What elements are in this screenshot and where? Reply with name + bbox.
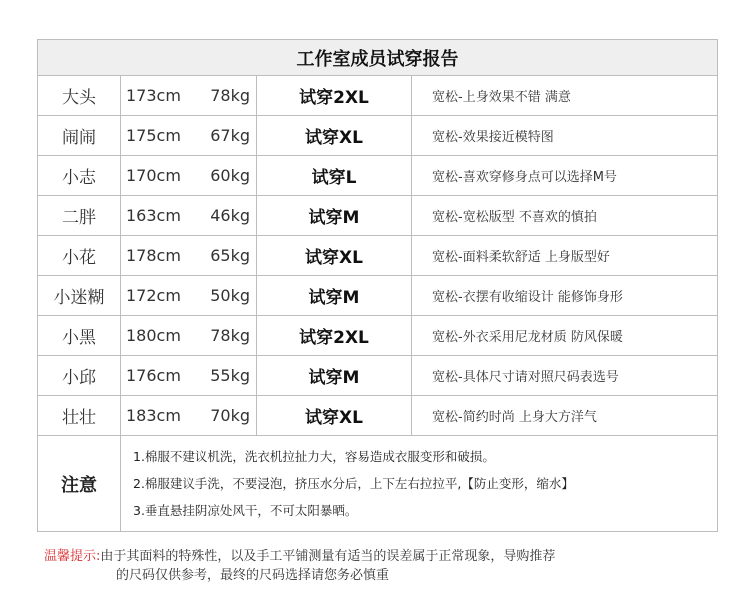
table-row xyxy=(38,396,718,436)
member-weight: 67kg xyxy=(210,125,250,145)
table-row xyxy=(38,236,718,276)
member-note: 宽松-喜欢穿修身点可以选择M号 xyxy=(412,156,718,196)
member-measurements xyxy=(121,196,257,236)
member-height: 175cm xyxy=(126,125,181,145)
member-note: 宽松-简约时尚 上身大方洋气 xyxy=(412,396,718,436)
tip-text-2: 的尺码仅供参考，最终的尺码选择请您务必慎重 xyxy=(116,568,390,583)
member-name: 闹闹 xyxy=(38,116,121,156)
attention-item: 1.棉服不建议机洗，洗衣机拉扯力大，容易造成衣服变形和破损。 xyxy=(133,449,495,464)
member-height: 180cm xyxy=(126,325,181,345)
member-note: 宽松-上身效果不错 满意 xyxy=(412,76,718,116)
member-weight: 78kg xyxy=(210,85,250,105)
member-measurements xyxy=(121,236,257,276)
member-measurements xyxy=(121,396,257,436)
attention-item: 3.垂直悬挂阴凉处风干，不可太阳暴晒。 xyxy=(133,503,358,518)
member-weight: 55kg xyxy=(210,365,250,385)
warm-tip xyxy=(44,547,684,585)
table-row xyxy=(38,196,718,236)
attention-notes xyxy=(121,436,718,532)
member-size: 试穿XL xyxy=(257,236,412,276)
tip-label: 温馨提示: xyxy=(44,549,101,564)
member-note: 宽松-外衣采用尼龙材质 防风保暖 xyxy=(412,316,718,356)
member-measurements xyxy=(121,276,257,316)
member-measurements xyxy=(121,316,257,356)
member-size: 试穿M xyxy=(257,196,412,236)
member-height: 183cm xyxy=(126,405,181,425)
table-row xyxy=(38,276,718,316)
member-name: 小邱 xyxy=(38,356,121,396)
member-size: 试穿2XL xyxy=(257,76,412,116)
member-height: 170cm xyxy=(126,165,181,185)
member-name: 二胖 xyxy=(38,196,121,236)
table-row xyxy=(38,316,718,356)
member-name: 壮壮 xyxy=(38,396,121,436)
member-size: 试穿2XL xyxy=(257,316,412,356)
member-name: 大头 xyxy=(38,76,121,116)
attention-item: 2.棉服建议手洗，不要浸泡，挤压水分后，上下左右拉拉平,【防止变形，缩水】 xyxy=(133,476,574,491)
member-measurements xyxy=(121,116,257,156)
member-weight: 60kg xyxy=(210,165,250,185)
member-note: 宽松-效果接近模特图 xyxy=(412,116,718,156)
member-note: 宽松-宽松版型 不喜欢的慎拍 xyxy=(412,196,718,236)
member-weight: 65kg xyxy=(210,245,250,265)
member-height: 173cm xyxy=(126,85,181,105)
table-row xyxy=(38,116,718,156)
member-height: 178cm xyxy=(126,245,181,265)
table-row xyxy=(38,356,718,396)
member-size: 试穿M xyxy=(257,356,412,396)
member-name: 小黑 xyxy=(38,316,121,356)
table-row xyxy=(38,76,718,116)
member-height: 176cm xyxy=(126,365,181,385)
member-note: 宽松-具体尺寸请对照尺码表选号 xyxy=(412,356,718,396)
member-height: 172cm xyxy=(126,285,181,305)
member-size: 试穿M xyxy=(257,276,412,316)
tip-line-1 xyxy=(44,547,684,566)
table-row xyxy=(38,156,718,196)
member-note: 宽松-面料柔软舒适 上身版型好 xyxy=(412,236,718,276)
member-measurements xyxy=(121,156,257,196)
member-height: 163cm xyxy=(126,205,181,225)
member-name: 小志 xyxy=(38,156,121,196)
member-size: 试穿XL xyxy=(257,116,412,156)
attention-label: 注意 xyxy=(38,436,121,532)
member-weight: 70kg xyxy=(210,405,250,425)
member-measurements xyxy=(121,356,257,396)
member-weight: 78kg xyxy=(210,325,250,345)
member-measurements xyxy=(121,76,257,116)
member-weight: 50kg xyxy=(210,285,250,305)
member-note: 宽松-衣摆有收缩设计 能修饰身形 xyxy=(412,276,718,316)
report-title: 工作室成员试穿报告 xyxy=(38,40,718,76)
member-name: 小迷糊 xyxy=(38,276,121,316)
member-size: 试穿XL xyxy=(257,396,412,436)
attention-row xyxy=(38,436,718,532)
tip-text-1: 由于其面料的特殊性，以及手工平铺测量有适当的误差属于正常现象，导购推荐 xyxy=(100,549,556,564)
fitting-report-table xyxy=(37,39,718,532)
member-size: 试穿L xyxy=(257,156,412,196)
member-weight: 46kg xyxy=(210,205,250,225)
member-name: 小花 xyxy=(38,236,121,276)
